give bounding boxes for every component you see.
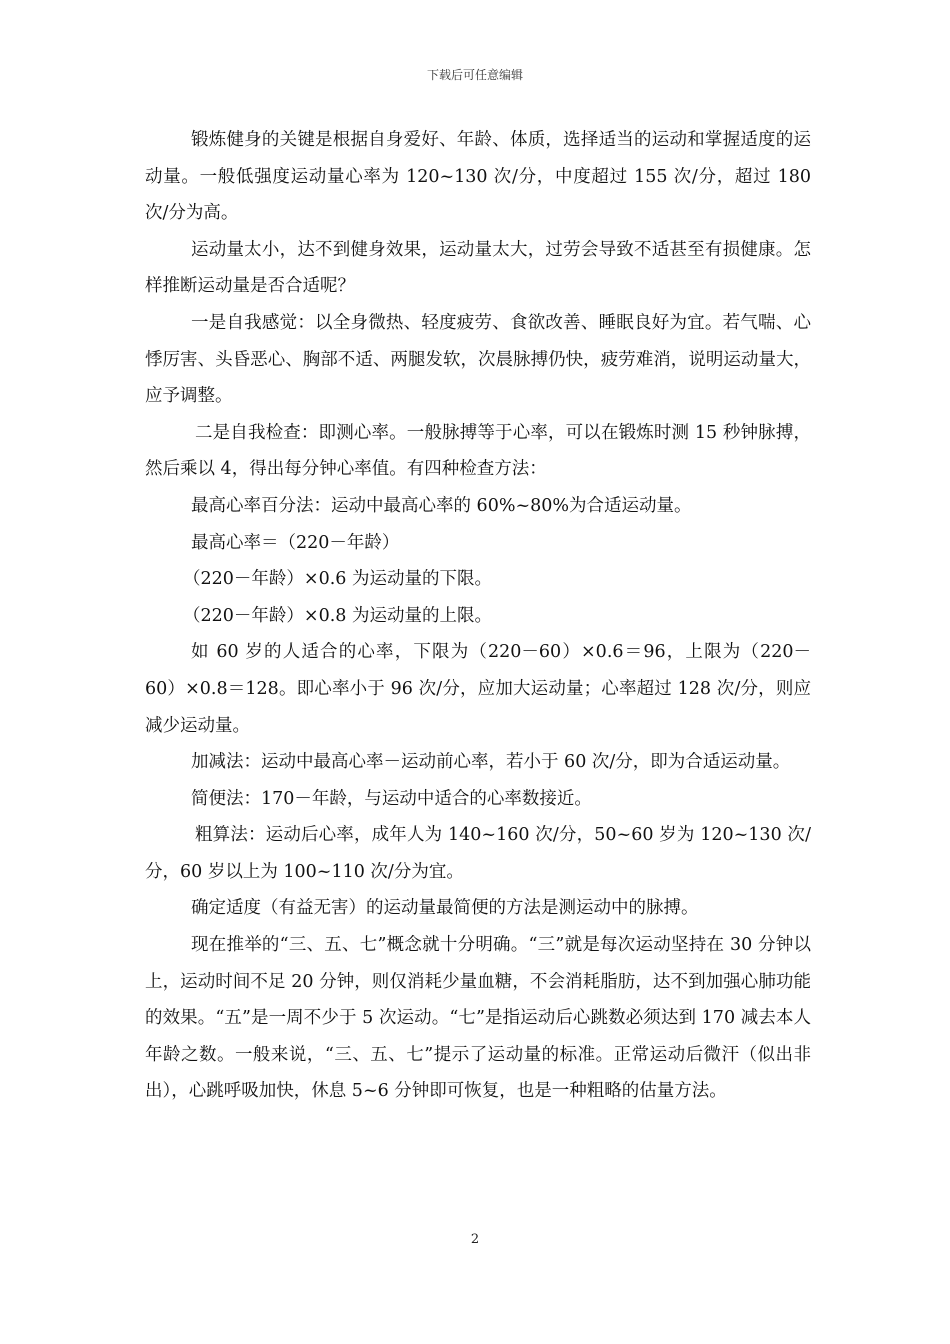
paragraph-rough-method: 粗算法：运动后心率，成年人为 140~160 次/分，50~60 岁为 120~130 次/分，60 岁以上为 100~110 次/分为宜。 — [145, 825, 811, 882]
paragraph-three-five-seven: 现在推举的“三、五、七”概念就十分明确。“三”就是每次运动坚持在 30 分钟以上，运动时间不足 20 分钟，则仅消耗少量血糖，不会消耗脂肪，达不到加强心肺功能的效果。“五”是一周不少于 5 次运动。“七”是指运动后心跳数必须达到 170 减去本人年龄之数。一般来说，“三、五、七”提示了运动量的标准。正常运动后微汗（似出非出），心跳呼吸加快，休息 5~6 分钟即可恢复，也是一种粗略的估量方法。 — [145, 935, 811, 1102]
paragraph-upper-limit: （220－年龄）×0.8 为运动量的上限。 — [183, 605, 492, 626]
paragraph-add-subtract-method: 加减法：运动中最高心率－运动前心率，若小于 60 次/分，即为合适运动量。 — [191, 752, 791, 773]
paragraph-self-check: 二是自我检查：即测心率。一般脉搏等于心率，可以在锻炼时测 15 秒钟脉搏，然后乘以 4，得出每分钟心率值。有四种检查方法： — [145, 422, 811, 480]
document-body — [145, 122, 811, 1110]
paragraph-self-feeling: 一是自我感觉：以全身微热、轻度疲劳、食欲改善、睡眠良好为宜。若气喘、心悸厉害、头昏恶心、胸部不适、两腿发软，次晨脉搏仍快，疲劳难消，说明运动量大，应予调整。 — [145, 312, 811, 407]
paragraph-amount: 运动量太小，达不到健身效果，运动量太大，过劳会导致不适甚至有损健康。怎样推断运动量是否合适呢？ — [145, 239, 811, 297]
paragraph-max-hr-formula: 最高心率＝（220－年龄） — [191, 532, 400, 553]
paragraph-max-hr-method: 最高心率百分法：运动中最高心率的 60%~80%为合适运动量。 — [191, 495, 692, 516]
paragraph-intro: 锻炼健身的关键是根据自身爱好、年龄、体质，选择适当的运动和掌握适度的运动量。一般低强度运动量心率为 120~130 次/分，中度超过 155 次/分，超过 180 次/分为高。 — [145, 130, 811, 224]
paragraph-simplest-method: 确定适度（有益无害）的运动量最简便的方法是测运动中的脉搏。 — [191, 898, 699, 919]
page-number: 2 — [470, 1232, 480, 1247]
paragraph-lower-limit: （220－年龄）×0.6 为运动量的下限。 — [183, 569, 492, 590]
paragraph-simple-method: 简便法：170－年龄，与运动中适合的心率数接近。 — [191, 788, 592, 809]
page-header: 下载后可任意编辑 — [426, 68, 523, 82]
paragraph-example: 如 60 岁的人适合的心率，下限为（220－60）×0.6＝96，上限为（220－60）×0.8＝128。即心率小于 96 次/分，应加大运动量；心率超过 128 次/分，则应减少运动量。 — [145, 642, 811, 736]
